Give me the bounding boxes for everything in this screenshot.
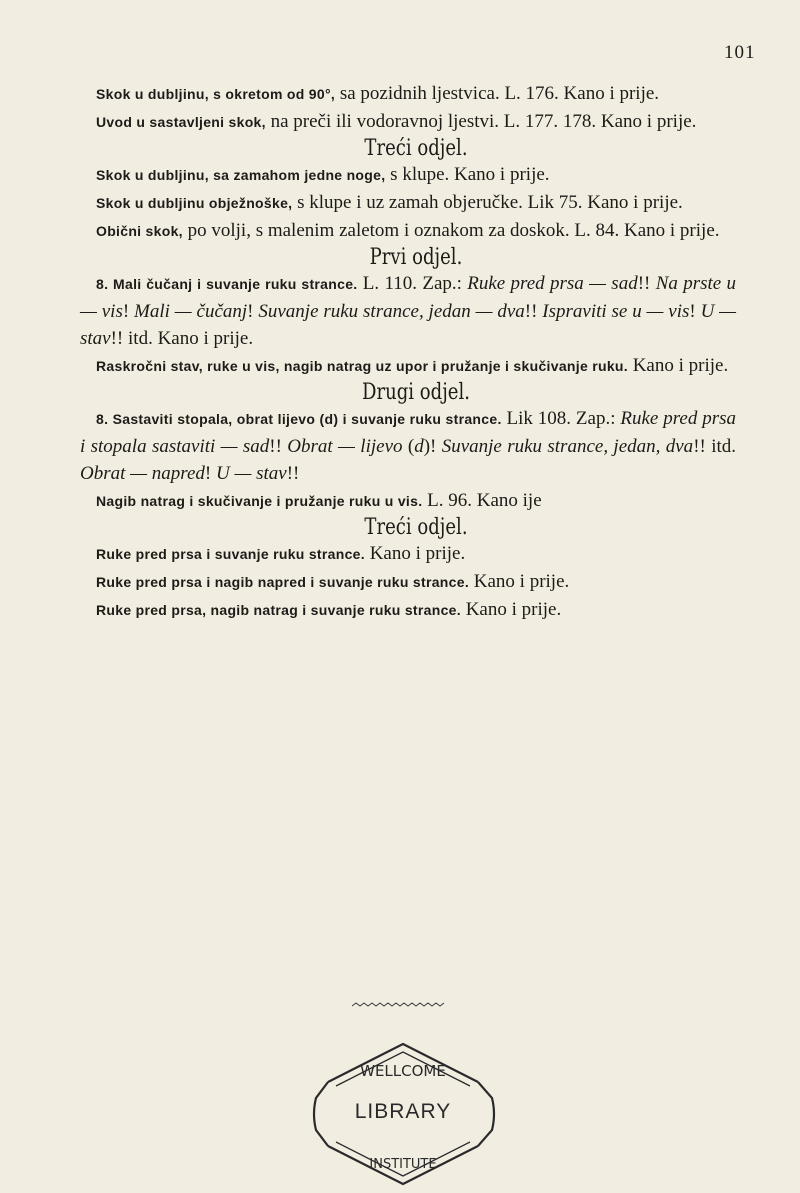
body-text: po volji, s malenim zaletom i oznakom za doskok. L. 84. Kano i prije. [182,220,720,241]
body-text: !! [269,436,288,457]
exercise-title: Ruke pred prsa, nagib natrag i suvanje ruku strance. [96,602,461,618]
command-text: U — stav [80,301,737,349]
body-text: ( [402,436,415,457]
body-text: Kano i prije. [364,543,466,564]
section-heading: Prvi odjel. [369,245,463,270]
body-text: na preči ili vodoravnoj ljestvi. L. 177. 178. Kano i prije. [265,111,697,132]
exercise-paragraph [80,270,736,352]
section-heading: Treći odjel. [364,515,468,540]
body-text: !! [524,301,543,322]
body-text: L. 110. Zap.: [357,273,468,294]
exercise-paragraph [80,352,736,380]
body-text: !! [637,273,656,294]
exercise-paragraph [80,405,736,487]
command-text: Ispraviti se u — vis [542,301,690,322]
exercise-paragraph [80,540,736,568]
command-text: Obrat — lijevo [287,436,403,457]
stamp-library-label: LIBRARY [354,1100,452,1123]
command-text: Ruke pred prsa — sad [467,273,638,294]
exercise-paragraph [80,189,736,217]
exercise-paragraph [80,80,736,108]
command-text: Na prste u — vis [80,273,737,322]
exercise-title: Ruke pred prsa i nagib napred i suvanje ruku strance. [96,574,470,590]
exercise-title: 8. Sastaviti stopala, obrat lijevo (d) i suvanje ruku strance. [96,411,502,427]
page-body [80,80,737,624]
exercise-title: Skok u dubljinu, sa zamahom jedne noge, [96,167,386,183]
body-text: s klupe. Kano i prije. [385,164,550,185]
library-stamp [308,1040,498,1188]
decorative-divider-ornament [350,1001,450,1011]
body-text: ! [689,301,701,322]
exercise-paragraph [80,217,736,245]
command-text: U — stav [216,463,287,484]
exercise-paragraph [80,568,736,596]
exercise-title: Skok u dubljinu obježnoške, [96,195,293,211]
section-heading: Treći odjel. [364,136,468,161]
exercise-paragraph [80,487,736,515]
body-text: s klupe i uz zamah objeručke. Lik 75. Kano i prije. [292,192,683,213]
body-text: !! itd. Kano i prije. [110,328,254,349]
body-text: L. 96. Kano ije [422,490,542,511]
command-text: Mali — čučanj [134,301,248,322]
command-text: Ruke pred prsa i stopala sastaviti — sad [80,408,736,457]
exercise-title: Ruke pred prsa i suvanje ruku strance. [96,546,365,562]
exercise-title: Obični skok, [96,223,183,239]
body-text: !! itd. [693,436,737,457]
command-text: Suvanje ruku strance, jedan, dva [441,436,694,457]
body-text: Kano i prije. [469,571,570,592]
command-text: Suvanje ruku strance, jedan — dva [258,301,525,322]
stamp-bottom-text: INSTITUTE [369,1157,437,1172]
body-text: !! [286,463,300,484]
exercise-title: Nagib natrag i skučivanje i pružanje ruku u vis. [96,493,423,509]
body-text: sa pozidnih ljestvica. L. 176. Kano i prije. [335,83,660,104]
exercise-title: 8. Mali čučanj i suvanje ruku strance. [96,276,358,292]
exercise-paragraph [80,161,736,189]
exercise-title: Uvod u sastavljeni skok, [96,114,266,130]
exercise-title: Skok u dubljinu, s okretom od 90°, [96,86,336,102]
body-text: ! [122,301,135,322]
exercise-title: Raskročni stav, ruke u vis, nagib natrag uz upor i pružanje i skučivanje ruku. [96,358,628,374]
body-text: )! [423,436,442,457]
section-heading: Drugi odjel. [362,380,470,405]
body-text: Kano i prije. [460,599,562,620]
exercise-paragraph [80,596,736,624]
page-number: 101 [724,42,756,63]
body-text: ! [204,463,216,484]
command-text: d [414,436,424,457]
body-text: Kano i prije. [627,355,729,376]
body-text: ! [247,301,259,322]
body-text: Lik 108. Zap.: [501,408,621,429]
stamp-top-text: WELLCOME [360,1062,446,1080]
exercise-paragraph [80,108,736,136]
command-text: Obrat — napred [80,463,205,484]
